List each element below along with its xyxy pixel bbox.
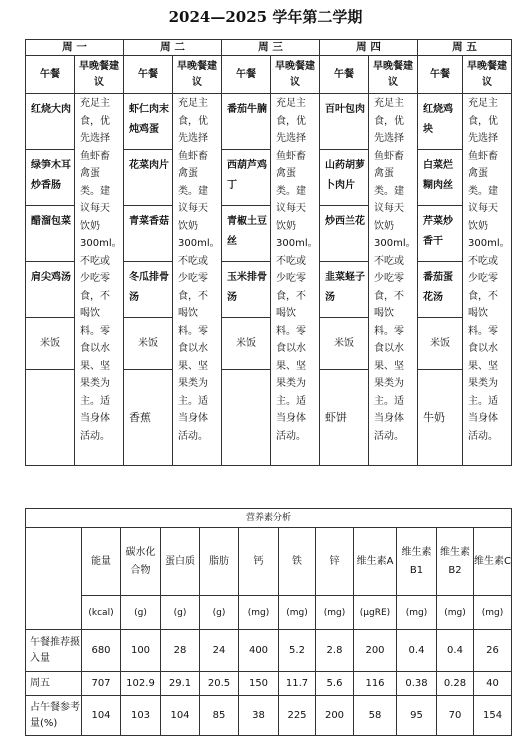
advice-line: 食，不	[178, 290, 208, 302]
dish-cell: 西葫芦鸡丁	[222, 150, 271, 206]
advice-line: 议每天	[468, 203, 498, 214]
page-title: 2024—2025 学年第二学期	[168, 8, 363, 26]
advice-header: 早晚餐建议	[369, 56, 418, 94]
advice-line: 先选择	[374, 133, 404, 144]
meal-advice	[75, 94, 124, 466]
advice-line: 食以水	[276, 343, 306, 354]
column-header-row	[26, 56, 512, 94]
advice-line: 禽蛋	[468, 168, 488, 179]
advice-line: 类。建	[178, 185, 208, 197]
value-cell: 58	[354, 696, 397, 736]
rice-cell: 米饭	[222, 318, 271, 370]
advice-line: 主。适	[374, 395, 404, 407]
lunch-header: 午餐	[320, 56, 369, 94]
advice-line: 喝饮	[468, 308, 488, 319]
snack-cell	[26, 370, 75, 466]
value-cell: 24	[200, 630, 239, 672]
dish-cell: 白菜烂糊肉丝	[418, 150, 463, 206]
dish-cell: 虾仁肉末炖鸡蛋	[124, 94, 173, 150]
nutrient-unit: (mg)	[316, 596, 354, 630]
snack-cell: 香蕉	[124, 370, 173, 466]
dish-cell: 青菜香菇	[124, 206, 173, 262]
day-header: 周 一	[26, 40, 124, 56]
advice-line: 食，优	[276, 115, 306, 127]
advice-line: 先选择	[468, 133, 498, 144]
value-cell: 102.9	[121, 672, 161, 696]
value-cell: 5.6	[316, 672, 354, 696]
advice-line: 活动。	[468, 430, 498, 442]
advice-line: 议每天	[178, 203, 208, 214]
advice-line: 果类为	[468, 378, 498, 389]
lunch-header: 午餐	[222, 56, 271, 94]
advice-line: 禽蛋	[80, 168, 100, 179]
dish-cell: 玉米排骨汤	[222, 262, 271, 318]
advice-line: 类。建	[468, 185, 498, 197]
dish-cell: 肩尖鸡汤	[26, 262, 75, 318]
dish-cell: 番茄蛋花汤	[418, 262, 463, 318]
day-header: 周 二	[124, 40, 222, 56]
nutrient-name: 蛋白质	[161, 528, 200, 596]
nutrient-name: 锌	[316, 528, 354, 596]
advice-line: 料。零	[276, 325, 306, 337]
advice-line: 当身体	[276, 413, 306, 424]
nutrient-name: 铁	[279, 528, 316, 596]
nutrient-name: 脂肪	[200, 528, 239, 596]
advice-line: 食，不	[276, 290, 306, 302]
nutrition-data-row	[26, 630, 512, 672]
advice-header: 早晚餐建议	[173, 56, 222, 94]
value-cell: 100	[121, 630, 161, 672]
dish-cell: 绿笋木耳炒香肠	[26, 150, 75, 206]
advice-line: 300ml。	[178, 238, 220, 249]
value-cell: 85	[200, 696, 239, 736]
value-cell: 20.5	[200, 672, 239, 696]
advice-line: 喝饮	[178, 308, 198, 319]
advice-line: 当身体	[178, 413, 208, 424]
value-cell: 225	[279, 696, 316, 736]
advice-line: 先选择	[80, 133, 110, 144]
row-label: 占午餐参考量(%)	[26, 696, 82, 736]
advice-line: 当身体	[468, 413, 498, 424]
advice-line: 果、坚	[468, 360, 498, 372]
advice-line: 议每天	[374, 203, 404, 214]
nutrient-name: 维生素B1	[397, 528, 437, 596]
advice-line: 不吃或	[374, 255, 404, 267]
value-cell: 2.8	[316, 630, 354, 672]
snack-cell: 虾饼	[320, 370, 369, 466]
advice-line: 议每天	[276, 203, 306, 214]
value-cell: 0.4	[397, 630, 437, 672]
advice-line: 类。建	[80, 185, 110, 197]
meal-advice	[369, 94, 418, 466]
rice-cell: 米饭	[124, 318, 173, 370]
dish-cell: 番茄牛腩	[222, 94, 271, 150]
unit-row	[26, 596, 512, 630]
nutrient-name-row	[26, 528, 512, 596]
advice-line: 300ml。	[468, 238, 510, 249]
value-cell: 0.38	[397, 672, 437, 696]
advice-line: 禽蛋	[276, 168, 296, 179]
nutrient-unit: (mg)	[437, 596, 474, 630]
value-cell: 0.4	[437, 630, 474, 672]
row-label: 周五	[26, 672, 82, 696]
advice-line: 活动。	[276, 430, 306, 442]
value-cell: 5.2	[279, 630, 316, 672]
dish-cell: 韭菜蛏子汤	[320, 262, 369, 318]
nutrient-unit: (mg)	[239, 596, 279, 630]
dish-cell: 红烧鸡块	[418, 94, 463, 150]
advice-line: 充足主	[276, 98, 306, 109]
advice-line: 饮奶	[276, 220, 296, 232]
value-cell: 150	[239, 672, 279, 696]
value-cell: 400	[239, 630, 279, 672]
value-cell: 103	[121, 696, 161, 736]
lunch-header: 午餐	[418, 56, 463, 94]
advice-line: 300ml。	[80, 238, 122, 249]
advice-line: 鱼虾畜	[276, 150, 306, 162]
corner-cell	[26, 528, 82, 630]
advice-line: 喝饮	[374, 308, 394, 319]
value-cell: 200	[316, 696, 354, 736]
advice-line: 食以水	[178, 343, 208, 354]
advice-line: 料。零	[80, 325, 110, 337]
advice-line: 食，不	[374, 290, 404, 302]
advice-line: 料。零	[468, 325, 498, 337]
advice-line: 类。建	[276, 185, 306, 197]
nutrition-data-row	[26, 696, 512, 736]
advice-line: 主。适	[178, 395, 208, 407]
advice-line: 活动。	[178, 430, 208, 442]
advice-line: 鱼虾畜	[374, 150, 404, 162]
advice-line: 果类为	[178, 378, 208, 389]
value-cell: 154	[474, 696, 512, 736]
advice-line: 少吃零	[468, 273, 498, 284]
row-label: 午餐推荐摄入量	[26, 630, 82, 672]
advice-line: 果类为	[374, 378, 404, 389]
dish-cell: 花菜肉片	[124, 150, 173, 206]
advice-line: 食，不	[80, 290, 110, 302]
dish-cell: 山药胡萝卜肉片	[320, 150, 369, 206]
dish-cell: 红烧大肉	[26, 94, 75, 150]
advice-line: 果、坚	[80, 360, 110, 372]
advice-line: 食以水	[468, 343, 498, 354]
advice-line: 果、坚	[374, 360, 404, 372]
value-cell: 40	[474, 672, 512, 696]
advice-line: 少吃零	[374, 273, 404, 284]
nutrient-unit: (μgRE)	[354, 596, 397, 630]
value-cell: 116	[354, 672, 397, 696]
advice-line: 饮奶	[374, 220, 394, 232]
advice-line: 主。适	[468, 395, 498, 407]
dish-cell: 芹菜炒香干	[418, 206, 463, 262]
rice-cell: 米饭	[418, 318, 463, 370]
day-header: 周 三	[222, 40, 320, 56]
value-cell: 104	[161, 696, 200, 736]
advice-line: 果、坚	[276, 360, 306, 372]
advice-line: 少吃零	[178, 273, 208, 284]
advice-line: 饮奶	[468, 220, 488, 232]
snack-cell	[222, 370, 271, 466]
advice-line: 不吃或	[276, 255, 306, 267]
advice-line: 料。零	[178, 325, 208, 337]
nutrient-name: 钙	[239, 528, 279, 596]
nutrient-unit: (mg)	[474, 596, 512, 630]
weekly-menu-table	[25, 39, 512, 466]
value-cell: 70	[437, 696, 474, 736]
advice-line: 活动。	[374, 430, 404, 442]
dish-cell: 醋溜包菜	[26, 206, 75, 262]
advice-line: 充足主	[178, 98, 208, 109]
advice-line: 议每天	[80, 203, 110, 214]
value-cell: 0.28	[437, 672, 474, 696]
advice-line: 充足主	[374, 98, 404, 109]
nutrient-unit: (g)	[121, 596, 161, 630]
advice-line: 食，优	[80, 115, 110, 127]
lunch-header: 午餐	[124, 56, 173, 94]
nutrition-title: 营养素分析	[26, 509, 512, 528]
advice-header: 早晚餐建议	[463, 56, 512, 94]
nutrition-table	[25, 508, 512, 736]
nutrient-unit: (kcal)	[82, 596, 121, 630]
meal-advice	[463, 94, 512, 466]
advice-line: 喝饮	[276, 308, 296, 319]
advice-line: 料。零	[374, 325, 404, 337]
advice-line: 不吃或	[80, 255, 110, 267]
nutrient-unit: (g)	[200, 596, 239, 630]
dish-cell: 青椒土豆丝	[222, 206, 271, 262]
nutrient-unit: (mg)	[279, 596, 316, 630]
value-cell: 200	[354, 630, 397, 672]
advice-line: 不吃或	[178, 255, 208, 267]
advice-line: 充足主	[80, 98, 110, 109]
advice-line: 少吃零	[276, 273, 306, 284]
advice-line: 活动。	[80, 430, 110, 442]
advice-header: 早晚餐建议	[271, 56, 320, 94]
value-cell: 95	[397, 696, 437, 736]
nutrient-name: 碳水化合物	[121, 528, 161, 596]
nutrient-name: 维生素C	[474, 528, 512, 596]
dish-cell: 炒西兰花	[320, 206, 369, 262]
advice-line: 主。适	[276, 395, 306, 407]
advice-line: 先选择	[276, 133, 306, 144]
value-cell: 29.1	[161, 672, 200, 696]
meal-advice	[271, 94, 320, 466]
advice-line: 禽蛋	[374, 168, 394, 179]
advice-line: 鱼虾畜	[468, 150, 498, 162]
day-header: 周 四	[320, 40, 418, 56]
advice-line: 不吃或	[468, 255, 498, 267]
advice-line: 果、坚	[178, 360, 208, 372]
dish-row	[26, 94, 512, 150]
value-cell: 104	[82, 696, 121, 736]
advice-line: 少吃零	[80, 273, 110, 284]
value-cell: 38	[239, 696, 279, 736]
advice-line: 鱼虾畜	[178, 150, 208, 162]
lunch-header: 午餐	[26, 56, 75, 94]
value-cell: 28	[161, 630, 200, 672]
advice-line: 食，优	[468, 115, 498, 127]
dish-cell: 冬瓜排骨汤	[124, 262, 173, 318]
advice-line: 食，优	[178, 115, 208, 127]
advice-line: 果类为	[80, 378, 110, 389]
nutrition-title-row	[26, 509, 512, 528]
nutrient-unit: (mg)	[397, 596, 437, 630]
value-cell: 707	[82, 672, 121, 696]
advice-line: 充足主	[468, 98, 498, 109]
value-cell: 26	[474, 630, 512, 672]
meal-advice	[173, 94, 222, 466]
advice-line: 类。建	[374, 185, 404, 197]
rice-cell: 米饭	[320, 318, 369, 370]
advice-line: 饮奶	[178, 220, 198, 232]
value-cell: 680	[82, 630, 121, 672]
advice-line: 禽蛋	[178, 168, 198, 179]
nutrient-name: 维生素B2	[437, 528, 474, 596]
nutrient-name: 能量	[82, 528, 121, 596]
advice-line: 饮奶	[80, 220, 100, 232]
nutrient-name: 维生素A	[354, 528, 397, 596]
value-cell: 11.7	[279, 672, 316, 696]
advice-line: 主。适	[80, 395, 110, 407]
advice-line: 300ml。	[374, 238, 416, 249]
advice-line: 300ml。	[276, 238, 318, 249]
advice-line: 喝饮	[80, 308, 100, 319]
snack-cell: 牛奶	[418, 370, 463, 466]
advice-line: 食，优	[374, 115, 404, 127]
advice-line: 果类为	[276, 378, 306, 389]
dish-cell: 百叶包肉	[320, 94, 369, 150]
day-header: 周 五	[418, 40, 512, 56]
advice-line: 当身体	[80, 413, 110, 424]
advice-line: 当身体	[374, 413, 404, 424]
nutrient-unit: (g)	[161, 596, 200, 630]
advice-line: 先选择	[178, 133, 208, 144]
advice-line: 食，不	[468, 290, 498, 302]
nutrition-data-row	[26, 672, 512, 696]
advice-line: 食以水	[80, 343, 110, 354]
advice-line: 鱼虾畜	[80, 150, 110, 162]
day-header-row	[26, 40, 512, 56]
advice-line: 食以水	[374, 343, 404, 354]
advice-header: 早晚餐建议	[75, 56, 124, 94]
rice-cell: 米饭	[26, 318, 75, 370]
